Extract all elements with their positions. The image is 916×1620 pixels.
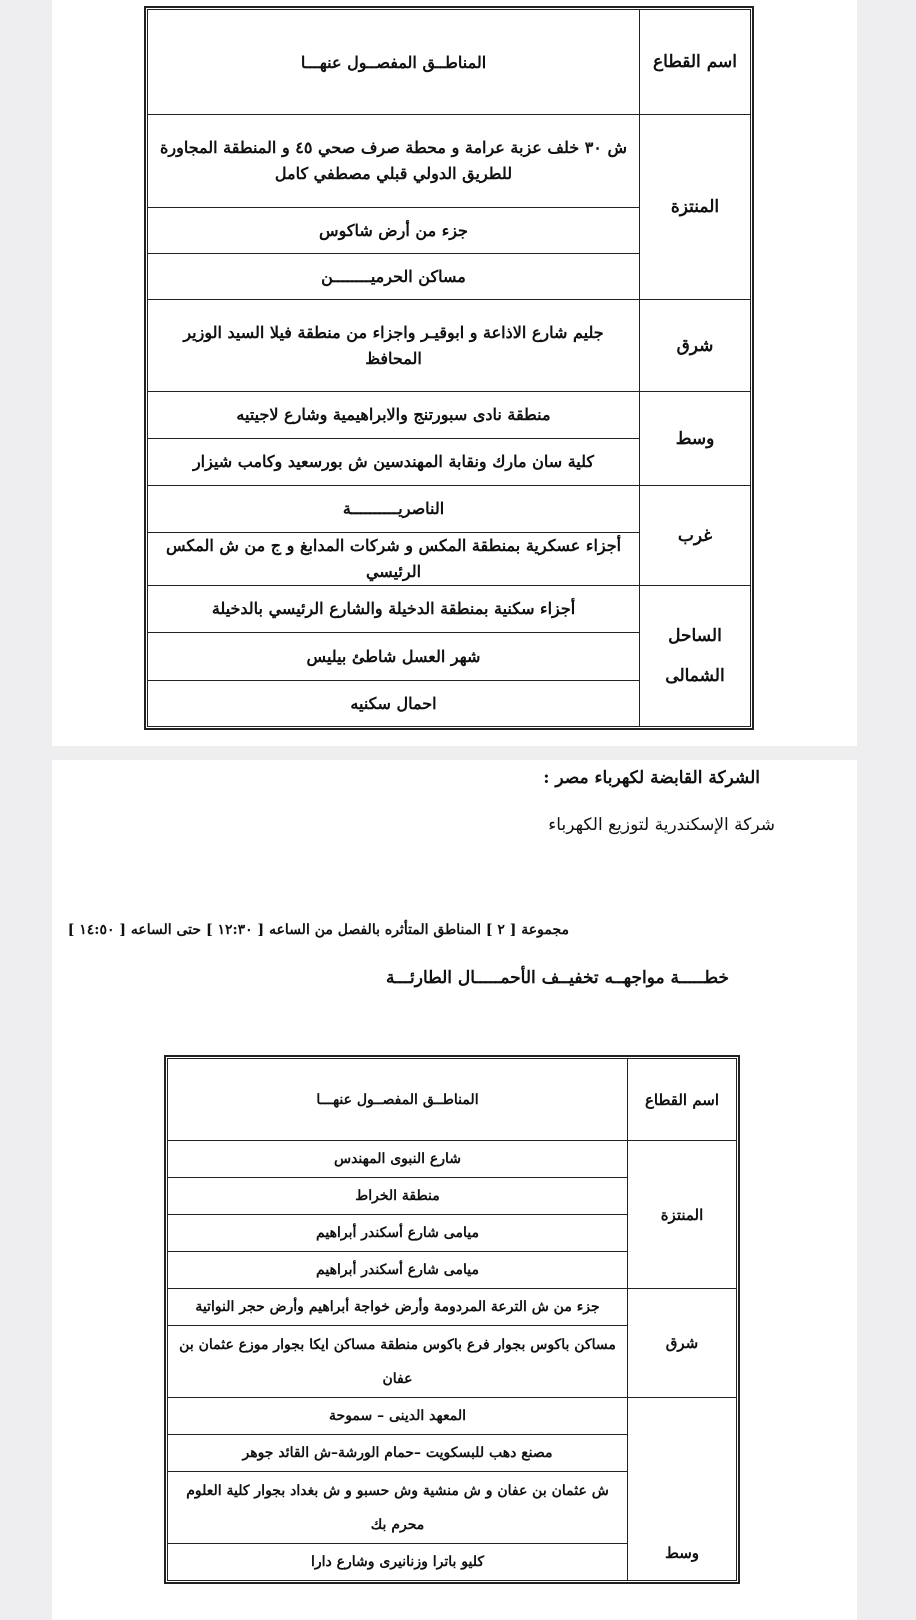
area-cell: شهر العسل شاطئ بيليس: [148, 633, 640, 681]
distribution-company-name: شركة الإسكندرية لتوزيع الكهرباء: [548, 815, 775, 835]
area-cell: ش ٣٠ خلف عزبة عرامة و محطة صرف صحي ٤٥ و المنطقة المجاورة للطريق الدولي قبلي مصطفي كامل: [148, 115, 640, 208]
document-page-1: [52, 0, 857, 746]
area-cell: المعهد الدينى – سموحة: [168, 1398, 628, 1435]
area-cell: شارع النبوى المهندس: [168, 1141, 628, 1178]
holding-company-name: الشركة القابضة لكهرباء مصر :: [543, 768, 760, 788]
group-label: مجموعة [ ٢ ] المناطق المتأثره بالفصل من الساعه: [269, 922, 569, 938]
area-cell: جليم شارع الاذاعة و ابوقيـر واجزاء من منطقة فيلا السيد الوزير المحافظ: [148, 300, 640, 392]
area-cell: منطقة الخراط: [168, 1178, 628, 1215]
area-cell: ميامى شارع أسكندر أبراهيم: [168, 1252, 628, 1289]
sector-cell: وسط: [628, 1398, 737, 1581]
area-cell: كليو باترا وزنانيرى وشارع دارا: [168, 1544, 628, 1581]
sector-cell: غرب: [640, 486, 751, 586]
area-cell: مصنع دهب للبسكويت –حمام الورشة–ش القائد جوهر: [168, 1435, 628, 1472]
group-until-label: حتى الساعه: [130, 922, 202, 938]
group-time-line: [68, 922, 569, 938]
area-cell: احمال سكنيه: [148, 681, 640, 727]
area-cell: كلية سان مارك ونقابة المهندسين ش بورسعيد وكامب شيزار: [148, 439, 640, 486]
sector-header: اسم القطاع: [628, 1059, 737, 1141]
group-end-time: [ ١٤:٥٠ ]: [67, 922, 126, 938]
sector-cell: شرق: [640, 300, 751, 392]
area-cell: ميامى شارع أسكندر أبراهيم: [168, 1215, 628, 1252]
area-cell: أجزاء عسكرية بمنطقة المكس و شركات المدابغ و ج من ش المكس الرئيسي: [148, 533, 640, 586]
sector-cell: الساحل الشمالى: [640, 586, 751, 727]
area-cell: ش عثمان بن عفان و ش منشية وش حسبو و ش بغداد بجوار كلية العلوم محرم بك: [168, 1472, 628, 1544]
group-start-time: [ ١٢:٣٠ ]: [205, 922, 265, 938]
area-cell: مساكن الحرميــــــــن: [148, 254, 640, 300]
outage-table-page-2: [167, 1058, 737, 1581]
area-cell: منطقة نادى سبورتنج والابراهيمية وشارع لاجيتيه: [148, 392, 640, 439]
area-cell: جزء من أرض شاكوس: [148, 208, 640, 254]
sector-cell: المنتزة: [640, 115, 751, 300]
plan-title: خطـــــة مواجهــه تخفيــف الأحمـــــال الطارئـــة: [385, 968, 729, 988]
sector-cell: وسط: [640, 392, 751, 486]
area-cell: أجزاء سكنية بمنطقة الدخيلة والشارع الرئيسي بالدخيلة: [148, 586, 640, 633]
areas-header: المناطــق المفصــول عنهـــا: [148, 10, 640, 115]
area-cell: الناصريــــــــــة: [148, 486, 640, 533]
areas-header: المناطــق المفصــول عنهـــا: [168, 1059, 628, 1141]
outage-table-page-1: [147, 9, 751, 727]
sector-header: اسم القطاع: [640, 10, 751, 115]
area-cell: جزء من ش الترعة المردومة وأرض خواجة أبراهيم وأرض حجر النواتية: [168, 1289, 628, 1326]
sector-cell: شرق: [628, 1289, 737, 1398]
sector-cell: المنتزة: [628, 1141, 737, 1289]
area-cell: مساكن باكوس بجوار فرع باكوس منطقة مساكن ايكا بجوار موزع عثمان بن عفان: [168, 1326, 628, 1398]
document-page-2: [52, 760, 857, 1620]
